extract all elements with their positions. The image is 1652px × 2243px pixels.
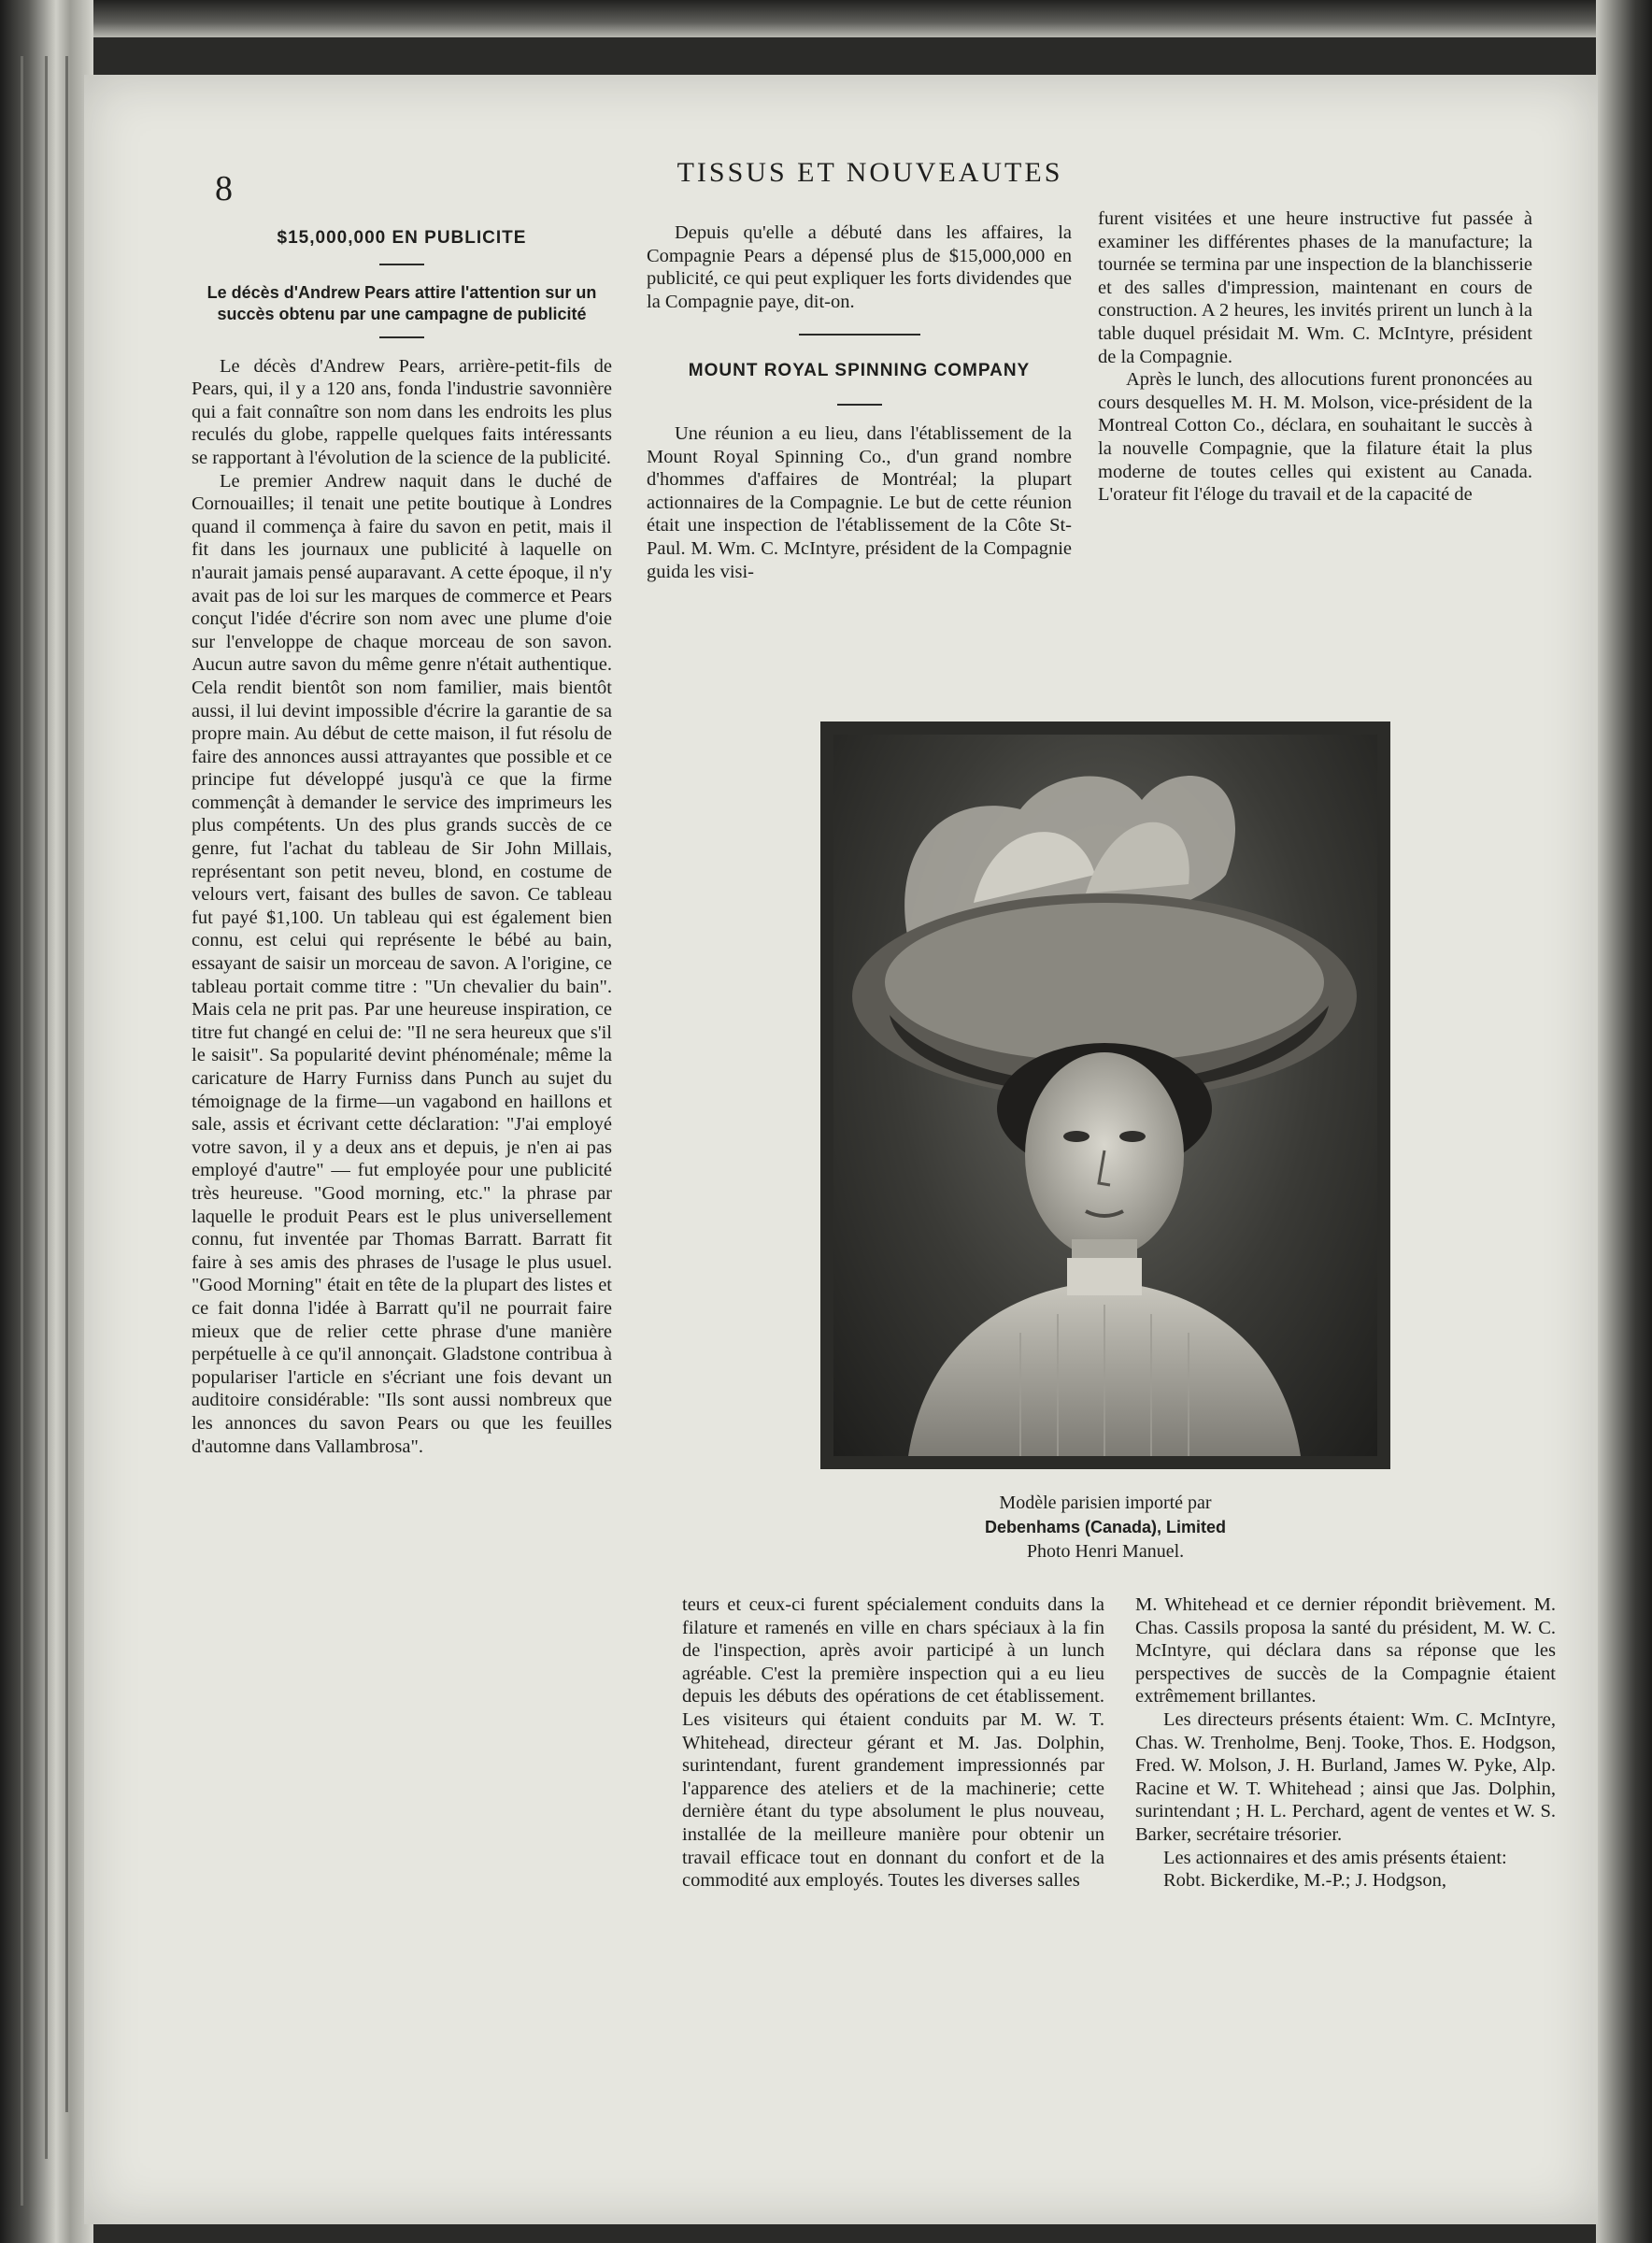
- article-headline: $15,000,000 EN PUBLICITE: [277, 228, 527, 248]
- page-edge-line: [21, 56, 23, 2206]
- article-paragraph: Les directeurs présents étaient: Wm. C. McIntyre, Chas. W. Trenholme, Benj. Tooke, Thos. E. Hodgson, Fred. W. Molson, J. H. Burland, James W. Pyke, Alp. Racine et W. T. Whitehead ; ainsi que Jas. Dolphin, surintendant ; H. L. Perchard, agent de ventes et W. S. Barker, secrétaire trésorier.: [1135, 1708, 1556, 1845]
- column-3-bottom: [1135, 1593, 1556, 1893]
- caption-credit: Photo Henri Manuel.: [1026, 1541, 1185, 1562]
- column-1: [192, 227, 612, 1458]
- article-paragraph: Le décès d'Andrew Pears, arrière-petit-fils de Pears, qui, il y a 120 ans, fonda l'industrie savonnière qui a fait connaître son nom dans les endroits les plus reculés du globe, rappelle quelques faits intéressants se rapportant à l'évolution de la science de la publicité.: [192, 355, 612, 468]
- article-paragraph: Une réunion a eu lieu, dans l'établissement de la Mount Royal Spinning Co., d'un grand nombre d'hommes d'affaires de Montréal; la plupart actionnaires de la Compagnie. Le but de cette réunion était une inspection de l'établissement de la Côte St-Paul. M. Wm. C. McIntyre, président de la Compagnie guida les visi-: [647, 422, 1072, 582]
- scan-right-edge: [1596, 0, 1652, 2243]
- divider-rule: [379, 264, 424, 265]
- running-head: TISSUS ET NOUVEAUTES: [676, 157, 1063, 188]
- column-3-top: [1098, 207, 1532, 507]
- article-paragraph: furent visitées et une heure instructive fut passée à examiner les différentes phases de la manufacture; la tournée se termina par une inspection de la blanchisserie et des salles d'impression, maintenant en cours de construction. A 2 heures, les invités prirent un lunch à la table duquel présidait M. Wm. C. McIntyre, président de la Compagnie.: [1098, 208, 1532, 367]
- caption-company: Debenhams (Canada), Limited: [984, 1518, 1227, 1536]
- article-paragraph: Robt. Bickerdike, M.-P.; J. Hodgson,: [1163, 1870, 1446, 1892]
- article-paragraph: M. Whitehead et ce dernier répondit brièvement. M. Chas. Cassils proposa la santé du président, M. W. C. McIntyre, qui déclara dans sa réponse que les perspectives de succès de la Compagnie étaient extrêmement brillantes.: [1135, 1594, 1556, 1707]
- article-paragraph: Depuis qu'elle a débuté dans les affaires, la Compagnie Pears a dépensé plus de $15,000,000 en publicité, ce qui peut expliquer les forts dividendes que la Compagnie paye, dit-on.: [647, 222, 1072, 312]
- article-paragraph: Le premier Andrew naquit dans le duché de Cornouailles; il tenait une petite boutique à Londres quand il commença à faire du savon en petit, mais il fit dans les journaux une publicité à laquelle on n'aurait jamais pensé auparavant. A cette époque, il n'y avait pas de loi sur les marques de commerce et Pears conçut l'idée d'écrire son nom avec une plume d'oie sur l'enveloppe de chaque morceau de son savon. Aucun autre savon du même genre n'était authentique. Cela rendit bientôt son nom familier, mais bientôt aussi, il lui devint impossible d'écrire la garantie de sa propre main. Au début de cette maison, il fut résolu de faire des annonces aussi attrayantes que possible et ce principe fut développé jusqu'à ce que la firme commençât à demander le service des imprimeurs les plus compétents. Un des plus grands succès de ce genre, fut l'achat du tableau de Sir John Millais, représentant son petit neveu, blond, en costume de velours vert, faisant des bulles de savon. Ce tableau fut payé $1,100. Un tableau qui est également bien connu, est celui qui représente le bébé au bain, essayant de saisir un morceau de savon. A l'origine, ce tableau portait comme titre : "Un chevalier du bain". Mais cela ne prit pas. Par une heureuse inspiration, ce titre fut changé en celui de: "Il ne sera heureux que s'il le saisit". Sa popularité devint phénoménale; même la caricature de Harry Furniss dans Punch au sujet du témoignage de la firme—un vagabond en haillons et sale, assis et écrivant cette déclaration: "J'ai employé votre savon, il y a deux ans et depuis, je n'en ai pas employé d'autre" — fut employée pour une publicité très heureuse. "Good morning, etc." la phrase par laquelle le produit Pears est le plus universellement connu, fut inventée par Thomas Barratt. Barratt fit faire à ses amis des phrases de l'usage le plus usuel. "Good Morning" était en tête de la plupart des listes et ce fait donna l'idée à Barratt qu'il ne pourrait faire mieux que de relier cette phrase d'une manière perpétuelle à ce qu'il annonçait. Gladstone contribua à populariser l'article en s'écriant une fois devant un auditoire considérable: "Ils sont aussi nombreux que les annonces du savon Pears ou que les feuilles d'automne dans Vallambrosa".: [192, 470, 612, 1457]
- article-headline: MOUNT ROYAL SPINNING COMPANY: [688, 361, 1031, 381]
- article-subheadline: Le décès d'Andrew Pears attire l'attention sur un succès obtenu par une campagne de publicité: [206, 282, 597, 323]
- column-2-top: [647, 221, 1072, 583]
- photo-caption: [820, 1491, 1390, 1564]
- column-2-bottom: [682, 1593, 1104, 1893]
- divider-rule: [379, 336, 424, 338]
- fashion-photo: [820, 721, 1390, 1469]
- scan-top-edge: [0, 0, 1652, 37]
- caption-line: Modèle parisien importé par: [999, 1493, 1212, 1513]
- article-paragraph: Les actionnaires et des amis présents étaient:: [1163, 1847, 1507, 1868]
- woman-with-hat-photo: [833, 735, 1377, 1456]
- article-paragraph: Après le lunch, des allocutions furent prononcées au cours desquelles M. H. M. Molson, vice-président de la Montreal Cotton Co., déclara, en souhaitant le succès à la nouvelle Compagnie, que la filature était la plus moderne de toutes celles qui existent au Canada. L'orateur fit l'éloge du travail et de la capacité de: [1098, 369, 1532, 506]
- page-edge-line: [65, 56, 68, 2112]
- article-paragraph: teurs et ceux-ci furent spécialement conduits dans la filature et ramenés en ville en chars spéciaux à la fin de l'inspection, après avoir participé à un lunch agréable. C'est la première inspection qui a eu lieu depuis les débuts des opérations de cet établissement. Les visiteurs qui étaient conduits par M. W. T. Whitehead, directeur gérant et M. Jas. Dolphin, surintendant, furent grandement impressionnés par l'apparence des ateliers et de la machinerie; cette dernière étant du type absolument le plus nouveau, installée de la meilleure manière pour obtenir un travail efficace tout en donnant du confort et de la commodité aux employés. Toutes les diverses salles: [682, 1594, 1104, 1892]
- page-edge-line: [45, 56, 48, 2159]
- page-number: 8: [215, 169, 233, 208]
- divider-rule: [837, 404, 882, 406]
